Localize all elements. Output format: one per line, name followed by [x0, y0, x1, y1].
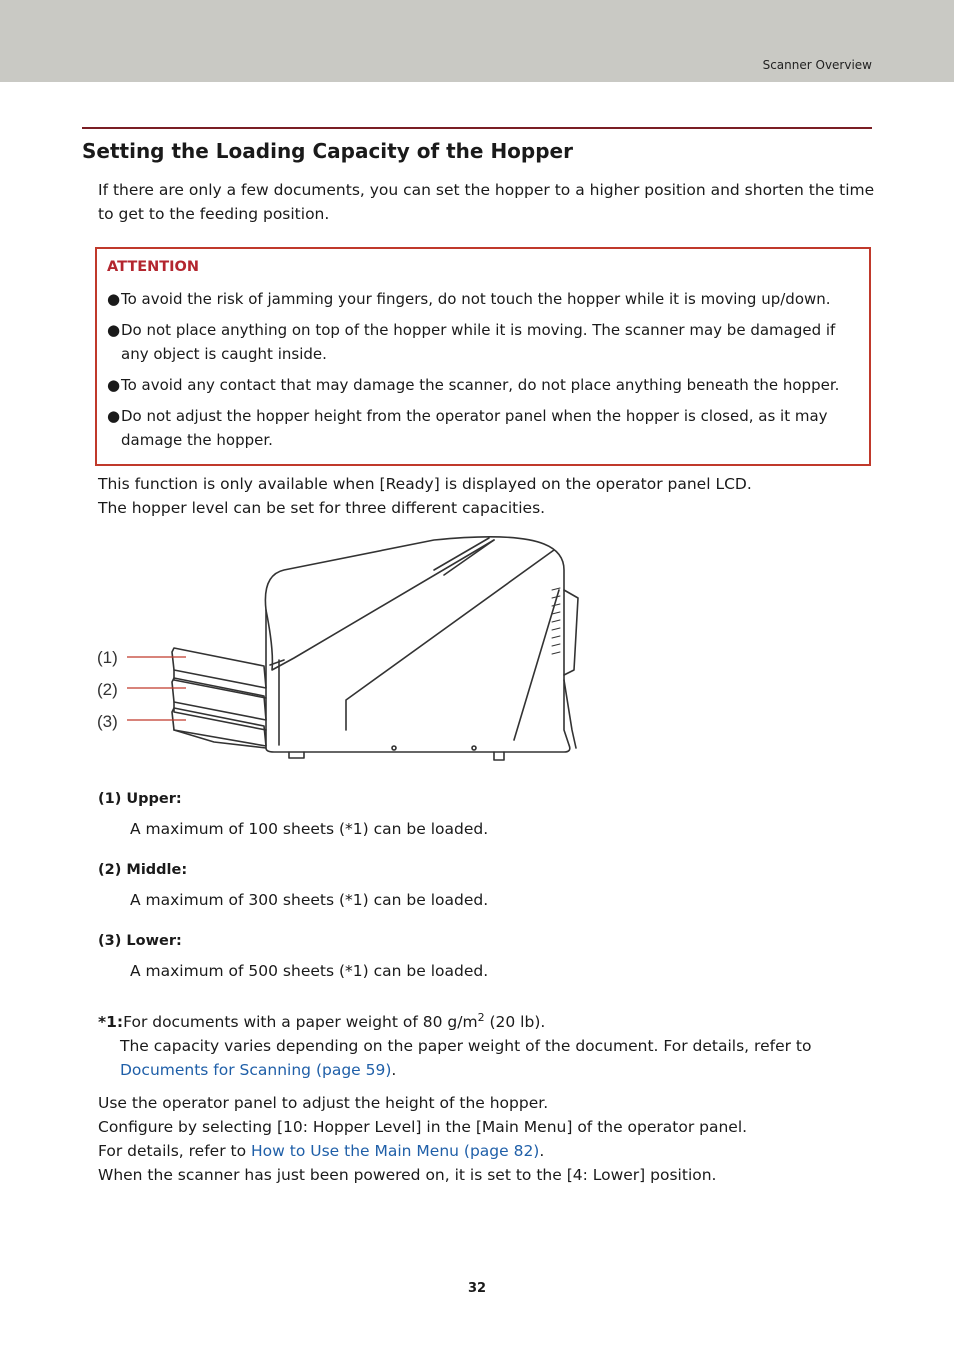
function-line: This function is only available when [Ready] is displayed on the operator panel LCD. — [98, 475, 752, 493]
main-menu-link[interactable]: How to Use the Main Menu (page 82) — [251, 1142, 540, 1160]
usage-line — [98, 1139, 878, 1163]
page-header — [0, 0, 954, 82]
attention-item — [107, 404, 857, 452]
footnote-sup: 2 — [477, 1011, 485, 1024]
documents-for-scanning-link[interactable]: Documents for Scanning (page 59) — [120, 1061, 392, 1080]
level-upper-label: (1) Upper: — [98, 791, 182, 807]
callout-2: (2) — [97, 680, 118, 699]
attention-box — [95, 247, 871, 466]
level-lower-label: (3) Lower: — [98, 933, 182, 949]
footnote-end: . — [391, 1061, 397, 1080]
footnote-detail — [98, 1034, 878, 1082]
usage-line3-after: . — [539, 1142, 545, 1160]
usage-line3-before: For details, refer to — [98, 1142, 251, 1160]
level-middle-label: (2) Middle: — [98, 862, 188, 878]
callout-3: (3) — [97, 712, 118, 731]
bullet-icon: ● — [107, 407, 121, 425]
level-upper-desc: A maximum of 100 sheets (*1) can be loaded. — [130, 820, 489, 838]
footnote — [98, 1006, 878, 1082]
intro-paragraph: If there are only a few documents, you can set the hopper to a higher position and shorten the time to get to the feeding position. — [98, 181, 875, 223]
footnote-text: For documents with a paper weight of 80 g/m — [123, 1013, 478, 1032]
usage-line: Configure by selecting [10: Hopper Level] in the [Main Menu] of the operator panel. — [98, 1118, 748, 1136]
bullet-icon: ● — [107, 290, 121, 308]
bullet-icon: ● — [107, 321, 121, 339]
usage-line: When the scanner has just been powered on, it is set to the [4: Lower] position. — [98, 1166, 717, 1184]
callout-1: (1) — [97, 648, 118, 667]
page-number: 32 — [467, 1281, 487, 1296]
title-rule — [82, 127, 872, 129]
attention-item — [107, 318, 857, 366]
attention-item — [107, 373, 857, 397]
bullet-icon: ● — [107, 376, 121, 394]
footnote-line2: The capacity varies depending on the paper weight of the document. For details, refer to — [120, 1037, 812, 1056]
attention-item-text: Do not adjust the hopper height from the operator panel when the hopper is closed, as it may damage the hopper. — [121, 407, 828, 449]
attention-item-text: To avoid any contact that may damage the scanner, do not place anything beneath the hopper. — [121, 376, 840, 394]
attention-item — [107, 287, 857, 311]
attention-item-text: Do not place anything on top of the hopper while it is moving. The scanner may be damaged if any object is caught inside. — [121, 321, 836, 363]
attention-list — [107, 287, 857, 459]
attention-item-text: To avoid the risk of jamming your fingers, do not touch the hopper while it is moving up/down. — [121, 290, 831, 308]
usage-line: Use the operator panel to adjust the height of the hopper. — [98, 1094, 549, 1112]
function-note — [98, 472, 878, 520]
footnote-text-after: (20 lb). — [484, 1013, 546, 1032]
level-middle-desc: A maximum of 300 sheets (*1) can be loaded. — [130, 891, 489, 909]
section-title: Scanner Overview — [762, 58, 872, 72]
level-lower-desc: A maximum of 500 sheets (*1) can be loaded. — [130, 962, 489, 980]
scanner-hopper-illustration — [94, 530, 594, 765]
function-line: The hopper level can be set for three different capacities. — [98, 499, 546, 517]
footnote-marker: *1: — [98, 1013, 124, 1032]
page-title: Setting the Loading Capacity of the Hopper — [82, 139, 573, 163]
attention-title: ATTENTION — [107, 259, 199, 275]
usage-paragraph — [98, 1091, 878, 1187]
